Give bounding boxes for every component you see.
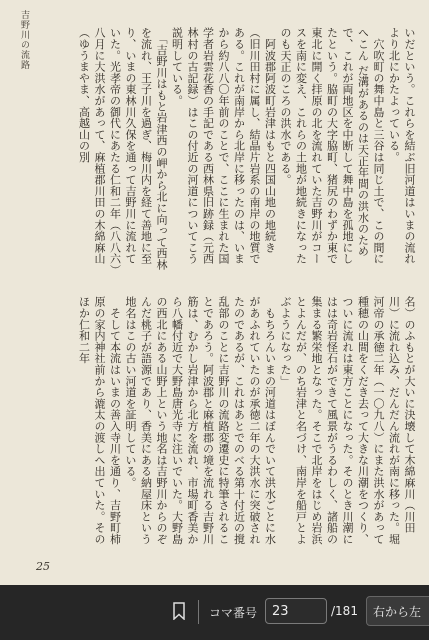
page-number-input[interactable] bbox=[265, 598, 327, 624]
viewer-toolbar bbox=[0, 585, 429, 640]
running-head: 吉野川の流路 bbox=[19, 10, 29, 70]
text-block-lower: 名）のふもとが大いに決壊して木綿麻川（川田川）に流れ込み、だんだん流れが南に移った。堀河帝の承徳二年（一〇九八）にまた洪水があって種穂の山間をくだき去って大きな川潮をつくり、ついに流れは東方ことになった。そのとき川潮にはは奇岩怪石ができて風景がうるわしく、諸船の集まる繁栄地となった。そこで北岸をはじめ岩浜とよんだが、のち岩津と名づけ、南岸を船戸とよぶようになった」 もちろんいまの河道はぼんでいて洪水ごとに水があふれていたのが承徳二年の大洪水に突破されたのであるが、これはあとでのべる第十付近の撹乱部のことに吉野川の流路変遷史に特筆されることであろう。阿波郡と麻植郡の境を流れる吉野川筋は、むかし岩津から北方を流れ、市場町香美から八幡付近で大野島唐光寺に注いでいた。大野島の西北にある山野上という地名は吉野川からのぞんだ桃子が語源であり、香美にある納屋床という地名はこの古い河道を証明している。 そして本流はいまの善入寺川を通り、吉野町柿原の家内神社前から漉太の渡しへ出ていた。そのほか仁和二年 bbox=[77, 296, 416, 545]
toolbar-divider bbox=[198, 600, 199, 624]
reading-direction-select[interactable]: 右から左 bbox=[366, 596, 429, 626]
page-number: 25 bbox=[36, 560, 50, 573]
bookmark-button[interactable] bbox=[172, 602, 188, 622]
page-number-label: コマ番号 bbox=[209, 606, 258, 620]
text-block-upper: いだという。これらを結ぶ旧河道はいまの流れより北にかたよっている。 穴吹町の舞中島と三谷は同じ土で、この間にへこん だ溝があるのは天正年間の洪水のためで、これが両地区を中断して舞中島を孤地にしたという。脇町の大字脇町、猪尻のわずか東で東北に開く拝原の北を流れていた吉野川がコースを南に変え、これらの土地が地続きになったのも天正のころの洪水である。 阿波郡阿波町岩津はもと四国山地の地続き（旧川田村に属し、結晶片岩系の南岸の地質である。これが南岸から北岸に移ったのは、いまから約八八〇年前のことで、ここに生まれた国学者岩雲花香の手記である西林県旧跡録（元西林村の古記録）はこの付近の河道についてこう説明している。 「吉野川はもと岩津西の岬から北に向って西林を流れ、王子川を過ぎ、梅川内を経て善地に至り、いまの東林川久保を通って吉野川に流れていた。光孝帝の御代にあたる仁和二年（八八六）八月に大洪水があって、麻植郡川田の木綿麻山（ゆうまやま、高越山の別 bbox=[77, 27, 416, 271]
bookmark-icon bbox=[172, 609, 186, 623]
page-total: /181 bbox=[331, 604, 358, 618]
